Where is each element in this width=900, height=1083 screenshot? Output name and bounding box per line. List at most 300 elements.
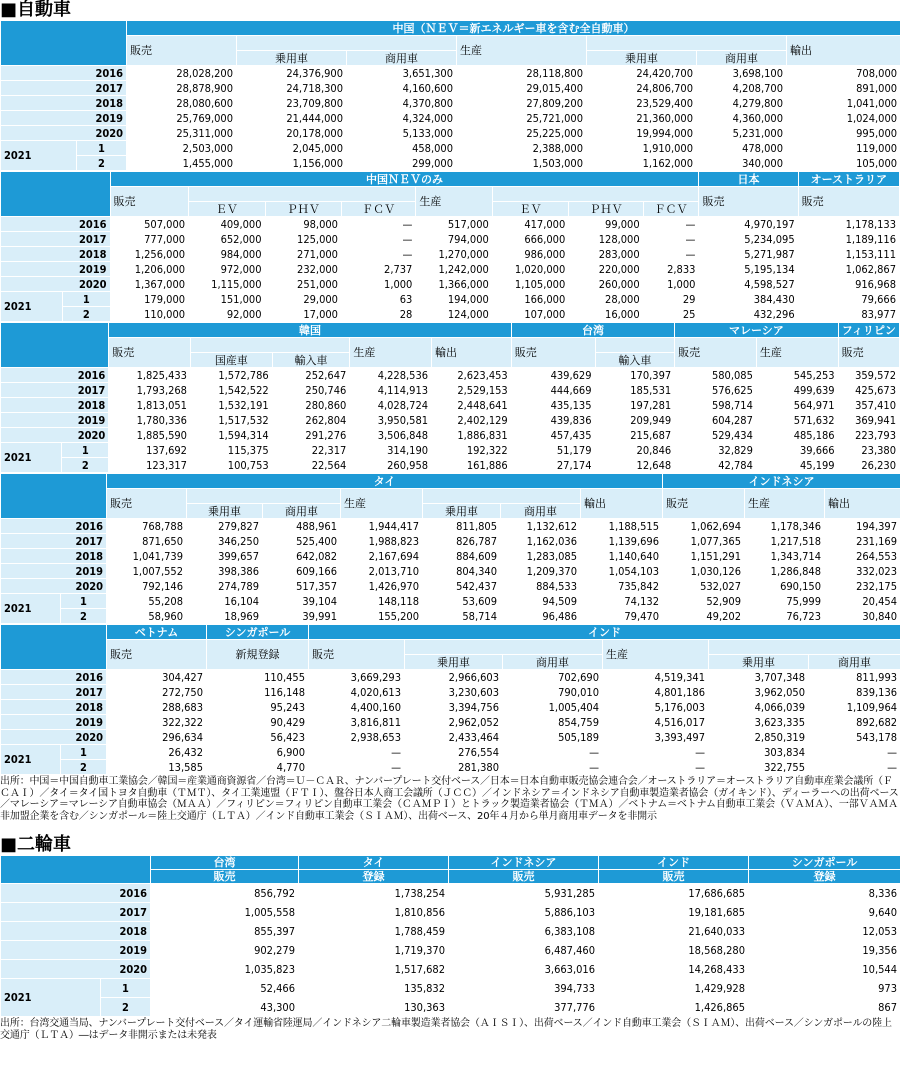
column-header [492, 187, 699, 202]
table-row [1, 745, 900, 760]
column-subheader: ＦＣＶ [341, 202, 415, 217]
year-label-2021: 2021 [1, 745, 61, 775]
data-cell: 346,250 [187, 534, 263, 549]
data-cell: 151,000 [189, 292, 265, 307]
table-row [1, 700, 900, 715]
data-cell: 231,169 [825, 534, 900, 549]
data-cell: 274,789 [187, 579, 263, 594]
data-cell: 790,010 [503, 685, 603, 700]
data-cell: 4,208,700 [697, 81, 787, 96]
data-cell: 24,376,900 [237, 66, 347, 81]
data-cell: 1,209,370 [501, 564, 581, 579]
data-cell: 604,287 [675, 413, 757, 428]
data-cell: 854,759 [503, 715, 603, 730]
year-label-2021: 2021 [1, 141, 77, 171]
data-cell: 1,162,000 [587, 156, 697, 171]
data-cell: 394,733 [449, 979, 599, 998]
data-cell: 110,000 [110, 307, 189, 322]
month-label: 1 [63, 292, 111, 307]
data-cell: 458,000 [347, 141, 457, 156]
table-row [1, 549, 900, 564]
data-cell: 55,208 [107, 594, 187, 609]
data-cell: 1,366,000 [416, 277, 492, 292]
data-cell: 1,188,515 [581, 519, 663, 534]
data-cell: 39,666 [756, 443, 838, 458]
data-cell: 260,000 [569, 277, 643, 292]
data-cell: 123,317 [109, 458, 191, 473]
year-label: 2019 [1, 262, 111, 277]
data-cell: 1,156,000 [237, 156, 347, 171]
group-header: 中国ＮＥＶのみ [110, 172, 699, 187]
table-row [1, 111, 900, 126]
data-cell: 5,931,285 [449, 884, 599, 903]
column-header: 生産 [350, 338, 432, 368]
data-cell: 27,809,200 [457, 96, 587, 111]
year-label: 2016 [1, 670, 107, 685]
data-cell: 19,181,685 [599, 903, 749, 922]
column-subheader: 乗用車 [405, 655, 503, 670]
data-cell: 63 [341, 292, 415, 307]
data-cell: 197,281 [595, 398, 675, 413]
table-row [1, 903, 900, 922]
data-cell: 986,000 [492, 247, 568, 262]
data-cell: 1,109,964 [809, 700, 900, 715]
data-cell: 384,430 [699, 292, 798, 307]
data-cell: 916,968 [798, 277, 899, 292]
table-row [1, 670, 900, 685]
data-cell: 340,000 [697, 156, 787, 171]
data-cell: 507,000 [110, 217, 189, 232]
data-cell: 856,792 [151, 884, 299, 903]
column-header: 販売 [699, 187, 798, 217]
data-cell: 891,000 [787, 81, 900, 96]
table-row [1, 141, 900, 156]
table-row [1, 368, 900, 383]
data-cell: 26,230 [838, 458, 899, 473]
data-cell: 220,000 [569, 262, 643, 277]
year-label: 2016 [1, 519, 107, 534]
measure-header: 登録 [749, 870, 900, 884]
data-cell: 3,669,293 [309, 670, 405, 685]
data-cell: 884,533 [501, 579, 581, 594]
data-cell: 1,542,522 [190, 383, 272, 398]
data-cell: 304,427 [107, 670, 207, 685]
data-cell: 90,429 [207, 715, 309, 730]
data-cell: 1,517,682 [299, 960, 449, 979]
column-header: 販売 [127, 36, 237, 66]
data-cell: 179,000 [110, 292, 189, 307]
data-cell: 444,669 [511, 383, 595, 398]
data-cell: 984,000 [189, 247, 265, 262]
table-motorcycles [0, 855, 900, 1017]
column-subheader: ＥＶ [189, 202, 265, 217]
data-cell: 5,231,000 [697, 126, 787, 141]
year-label-2021: 2021 [1, 292, 63, 322]
data-cell: 2,833 [643, 262, 699, 277]
year-label: 2019 [1, 941, 151, 960]
data-cell: 58,714 [423, 609, 501, 624]
data-cell: 322,322 [107, 715, 207, 730]
header-row-1 [1, 172, 900, 187]
measure-header: 登録 [299, 870, 449, 884]
data-cell: 3,394,756 [405, 700, 503, 715]
data-cell: 314,190 [350, 443, 432, 458]
data-cell: 1,455,000 [127, 156, 237, 171]
data-cell: 1,367,000 [110, 277, 189, 292]
data-cell: 439,629 [511, 368, 595, 383]
data-cell: 1,189,116 [798, 232, 899, 247]
column-header [587, 36, 787, 51]
data-cell: 1,178,133 [798, 217, 899, 232]
table-row [1, 398, 900, 413]
table-row [1, 458, 900, 473]
data-cell: 25,225,000 [457, 126, 587, 141]
data-cell: 1,594,314 [190, 428, 272, 443]
column-subheader: 商用車 [347, 51, 457, 66]
data-cell: 28,000 [569, 292, 643, 307]
data-cell: 2,045,000 [237, 141, 347, 156]
data-cell: 2,529,153 [432, 383, 512, 398]
data-cell: 545,253 [756, 368, 838, 383]
data-cell: 18,969 [187, 609, 263, 624]
data-cell: 21,360,000 [587, 111, 697, 126]
group-header: マレーシア [675, 323, 838, 338]
data-cell: 92,000 [189, 307, 265, 322]
group-header: インドネシア [663, 474, 900, 489]
data-cell: 58,960 [107, 609, 187, 624]
month-label: 2 [77, 156, 127, 171]
column-header: 輸出 [581, 489, 663, 519]
column-header: 新規登録 [207, 640, 309, 670]
data-cell: 1,503,000 [457, 156, 587, 171]
header-row-1 [1, 474, 900, 489]
data-cell: 425,673 [838, 383, 899, 398]
year-label: 2017 [1, 81, 127, 96]
data-cell: 2,623,453 [432, 368, 512, 383]
data-cell: 5,886,103 [449, 903, 599, 922]
year-label: 2016 [1, 66, 127, 81]
column-header [595, 338, 675, 353]
month-label: 1 [61, 745, 107, 760]
table-row [1, 232, 900, 247]
year-label: 2016 [1, 368, 109, 383]
year-label: 2016 [1, 884, 151, 903]
data-cell: 3,651,300 [347, 66, 457, 81]
data-cell: 4,279,800 [697, 96, 787, 111]
country-header: 台湾 [151, 856, 299, 870]
data-cell: 826,787 [423, 534, 501, 549]
data-cell: 1,005,558 [151, 903, 299, 922]
data-cell: 1,139,696 [581, 534, 663, 549]
table-china-all [0, 20, 900, 171]
data-cell: 9,640 [749, 903, 900, 922]
column-header: 生産 [457, 36, 587, 66]
data-cell: 2,503,000 [127, 141, 237, 156]
column-subheader: 商用車 [503, 655, 603, 670]
column-subheader: 輸入車 [272, 353, 350, 368]
data-cell: 137,692 [109, 443, 191, 458]
data-cell: 1,719,370 [299, 941, 449, 960]
data-cell: 1,886,831 [432, 428, 512, 443]
data-cell: 161,886 [432, 458, 512, 473]
data-cell: 28,080,600 [127, 96, 237, 111]
data-cell: 517,000 [416, 217, 492, 232]
data-cell: 43,300 [151, 998, 299, 1017]
table-row [1, 884, 900, 903]
column-subheader: ＰＨＶ [569, 202, 643, 217]
data-cell: 6,487,460 [449, 941, 599, 960]
data-cell: 12,053 [749, 922, 900, 941]
header-row-2 [1, 640, 900, 655]
data-cell: 1,343,714 [745, 549, 825, 564]
data-cell: — [341, 247, 415, 262]
header-corner [1, 474, 107, 519]
data-cell: — [309, 745, 405, 760]
table-china-nev-japan-australia [0, 171, 900, 322]
data-cell: — [809, 745, 900, 760]
column-header: 販売 [109, 338, 191, 368]
group-header: 中国（ＮＥＶ＝新エネルギー車を含む全自動車） [127, 21, 900, 36]
table-row [1, 292, 900, 307]
table-row [1, 609, 900, 624]
column-header [190, 338, 349, 353]
data-cell: 194,397 [825, 519, 900, 534]
table-row [1, 262, 900, 277]
data-cell: 25 [643, 307, 699, 322]
group-header: 日本 [699, 172, 798, 187]
data-cell: 642,082 [263, 549, 341, 564]
data-cell: 53,609 [423, 594, 501, 609]
year-label: 2020 [1, 428, 109, 443]
data-cell: 399,657 [187, 549, 263, 564]
source-note-motorcycles: 出所：台湾交通当局、ナンバープレート交付ベース／タイ運輸省陸運局／インドネシア二輪車製造業者協会（ＡＩＳＩ）、出荷ベース／インド自動車工業会（ＳＩＡＭ）、出荷ベース／シンガポールの陸上交通庁（ＬＴＡ）―はデータ非開示または未発表 [0, 1018, 892, 1041]
header-row-2 [1, 36, 900, 51]
data-cell: 2,938,653 [309, 730, 405, 745]
year-label: 2019 [1, 564, 107, 579]
data-cell: 135,832 [299, 979, 449, 998]
data-cell: 499,639 [756, 383, 838, 398]
data-cell: 215,687 [595, 428, 675, 443]
data-cell: 29 [643, 292, 699, 307]
table-row [1, 217, 900, 232]
data-cell: 20,178,000 [237, 126, 347, 141]
year-label: 2017 [1, 534, 107, 549]
column-subheader: ＥＶ [492, 202, 568, 217]
data-cell: 124,000 [416, 307, 492, 322]
data-cell: 23,709,800 [237, 96, 347, 111]
column-header: 販売 [663, 489, 745, 519]
data-cell: 76,723 [745, 609, 825, 624]
data-cell: 3,962,050 [709, 685, 809, 700]
month-label: 1 [101, 979, 151, 998]
column-header: 販売 [838, 338, 899, 368]
data-cell: 39,991 [263, 609, 341, 624]
data-cell: 995,000 [787, 126, 900, 141]
data-cell: 1,151,291 [663, 549, 745, 564]
data-cell: 105,000 [787, 156, 900, 171]
data-cell: 5,176,003 [603, 700, 709, 715]
table-thailand-indonesia [0, 473, 900, 624]
data-cell: 209,949 [595, 413, 675, 428]
data-cell: 1,429,928 [599, 979, 749, 998]
data-cell: 792,146 [107, 579, 187, 594]
data-cell: 322,755 [709, 760, 809, 775]
data-cell: 119,000 [787, 141, 900, 156]
data-cell: 2,013,710 [341, 564, 423, 579]
month-label: 1 [62, 443, 109, 458]
data-cell: 973 [749, 979, 900, 998]
data-cell: 1,007,552 [107, 564, 187, 579]
column-header: 販売 [107, 640, 207, 670]
year-label-2021: 2021 [1, 443, 62, 473]
data-cell: 128,000 [569, 232, 643, 247]
group-header: フィリピン [838, 323, 899, 338]
table-row [1, 247, 900, 262]
data-cell: 29,000 [265, 292, 341, 307]
data-cell: 398,386 [187, 564, 263, 579]
table-row [1, 998, 900, 1017]
column-header: 販売 [107, 489, 187, 519]
data-cell: 525,400 [263, 534, 341, 549]
data-cell: 4,516,017 [603, 715, 709, 730]
data-cell: 690,150 [745, 579, 825, 594]
data-cell: 280,860 [272, 398, 350, 413]
table-row [1, 443, 900, 458]
data-cell: 359,572 [838, 368, 899, 383]
data-cell: 5,133,000 [347, 126, 457, 141]
table-row [1, 383, 900, 398]
data-cell: 417,000 [492, 217, 568, 232]
data-cell: — [503, 760, 603, 775]
data-cell: 580,085 [675, 368, 757, 383]
data-cell: 1,062,694 [663, 519, 745, 534]
table-row [1, 413, 900, 428]
data-cell: 1,944,417 [341, 519, 423, 534]
header-row-1 [1, 856, 900, 870]
data-cell: 377,776 [449, 998, 599, 1017]
year-label: 2018 [1, 700, 107, 715]
data-cell: 28,028,200 [127, 66, 237, 81]
data-cell: 1,041,000 [787, 96, 900, 111]
month-label: 2 [62, 458, 109, 473]
column-header [187, 489, 341, 504]
data-cell: 892,682 [809, 715, 900, 730]
data-cell: 232,175 [825, 579, 900, 594]
data-cell: 576,625 [675, 383, 757, 398]
data-cell: 262,804 [272, 413, 350, 428]
data-cell: 5,271,987 [699, 247, 798, 262]
data-cell: 14,268,433 [599, 960, 749, 979]
data-cell: 49,202 [663, 609, 745, 624]
group-header: ベトナム [107, 625, 207, 640]
year-label: 2016 [1, 217, 111, 232]
data-cell: 708,000 [787, 66, 900, 81]
group-header: タイ [107, 474, 663, 489]
data-cell: 4,228,536 [350, 368, 432, 383]
data-cell: 2,966,603 [405, 670, 503, 685]
data-cell: 1,256,000 [110, 247, 189, 262]
data-cell: 1,162,036 [501, 534, 581, 549]
header-row-2 [1, 489, 900, 504]
data-cell: 478,000 [697, 141, 787, 156]
data-cell: 3,623,335 [709, 715, 809, 730]
header-corner [1, 323, 109, 368]
column-subheader: 商用車 [501, 504, 581, 519]
data-cell: 26,432 [107, 745, 207, 760]
table-row [1, 307, 900, 322]
data-cell: 1,242,000 [416, 262, 492, 277]
data-cell: 13,585 [107, 760, 207, 775]
data-cell: 409,000 [189, 217, 265, 232]
data-cell: 1,283,085 [501, 549, 581, 564]
table-row [1, 685, 900, 700]
column-header: 販売 [798, 187, 899, 217]
source-note-automobiles: 出所：中国＝中国自動車工業協会／韓国＝産業通商資源省／台湾＝Ｕ－ＣＡＲ、ナンバープレート交付ベース／日本＝日本自動車販売協会連合会／オーストラリア＝オーストラリア自動車産業会議所（ＦＣＡＩ）／タイ＝タイ国トヨタ自動車（ＴＭＴ）、タイ工業連盟（ＦＴＩ）、盤谷日本人商工会議所（ＪＣＣ）／インドネシア＝インドネシア自動車製造業者協会（ガイキンド）、ディーラーへの出荷ベース／マレーシア＝マレーシア自動車協会（ＭＡＡ）／フィリピン＝フィリピン自動車工業会（ＣＡＭＰＩ）とトラック製造業者協会（ＴＭＡ）／ベトナム＝ベトナム自動車工業会（ＶＡＭＡ）、一部ＶＡＭＡ非加盟企業を含む／シンガポール＝陸上交通庁（ＬＴＡ）／インド自動車工業会（ＳＩＡＭ）、出荷ベース、20年４月から単月商用車データを非開示 [0, 776, 899, 822]
column-subheader: 乗用車 [187, 504, 263, 519]
data-cell: 155,200 [341, 609, 423, 624]
table-row [1, 760, 900, 775]
data-cell: 296,634 [107, 730, 207, 745]
column-subheader: 商用車 [809, 655, 900, 670]
year-label-2021: 2021 [1, 979, 101, 1017]
data-cell: 4,598,527 [699, 277, 798, 292]
data-cell: 185,531 [595, 383, 675, 398]
data-cell: 839,136 [809, 685, 900, 700]
column-header: 生産 [603, 640, 709, 670]
column-subheader: 乗用車 [587, 51, 697, 66]
data-cell: — [603, 760, 709, 775]
data-cell: 3,663,016 [449, 960, 599, 979]
column-header: 生産 [416, 187, 492, 217]
data-cell: 1,178,346 [745, 519, 825, 534]
group-header: インド [309, 625, 900, 640]
data-cell: 98,000 [265, 217, 341, 232]
column-header: 販売 [110, 187, 189, 217]
data-cell: 125,000 [265, 232, 341, 247]
data-cell: 45,199 [756, 458, 838, 473]
data-cell: 194,000 [416, 292, 492, 307]
data-cell: 4,324,000 [347, 111, 457, 126]
data-cell: 505,189 [503, 730, 603, 745]
data-cell: 22,317 [272, 443, 350, 458]
data-cell: 4,970,197 [699, 217, 798, 232]
data-cell: 1,813,051 [109, 398, 191, 413]
data-cell: 1,153,111 [798, 247, 899, 262]
data-cell: 3,230,603 [405, 685, 503, 700]
data-cell: 10,544 [749, 960, 900, 979]
data-cell: 283,000 [569, 247, 643, 262]
data-cell: 1,115,000 [189, 277, 265, 292]
table-row [1, 66, 900, 81]
data-cell: 2,850,319 [709, 730, 809, 745]
data-cell: — [643, 217, 699, 232]
data-cell: 884,609 [423, 549, 501, 564]
data-cell: 99,000 [569, 217, 643, 232]
year-label: 2019 [1, 111, 127, 126]
data-cell: 42,784 [675, 458, 757, 473]
heading-motorcycles: ■二輪車 [0, 834, 72, 855]
group-header: 韓国 [109, 323, 511, 338]
data-cell: 2,962,052 [405, 715, 503, 730]
month-label: 2 [61, 609, 107, 624]
column-subheader: 乗用車 [709, 655, 809, 670]
year-label: 2017 [1, 383, 109, 398]
table-row [1, 534, 900, 549]
column-header [423, 489, 581, 504]
data-cell: 94,509 [501, 594, 581, 609]
data-cell: 32,829 [675, 443, 757, 458]
header-row-2 [1, 338, 900, 353]
